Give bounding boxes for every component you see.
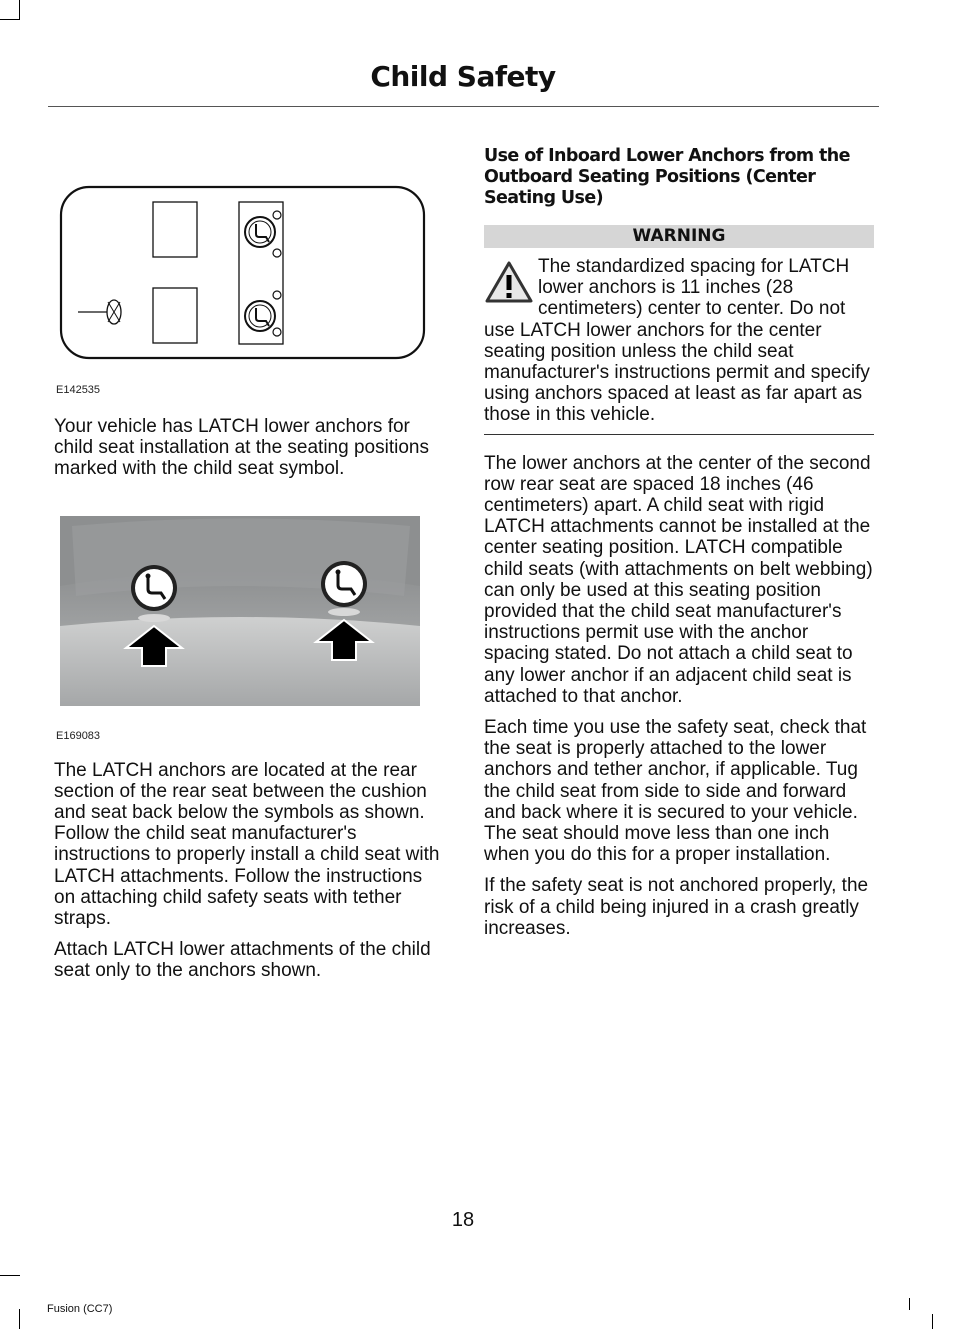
- latch-intro-paragraph: Your vehicle has LATCH lower anchors for child seat installation at the seating positions marked with the child seat symbol.: [54, 416, 429, 480]
- check-attachment-paragraph: Each time you use the safety seat, check that the seat is properly attached to the lower anchors and tether anchor, if applicable. Tug the child seat from side to side and forward and back where it is secured to your vehicle. The seat should move less than one inch when you do this for a proper installation.: [484, 717, 867, 866]
- latch-anchor-photo: [60, 516, 420, 706]
- risk-paragraph: If the safety seat is not anchored properly, the risk of a child being injured in a crash greatly increases.: [484, 875, 869, 939]
- crop-mark: [909, 1298, 910, 1310]
- crop-mark: [19, 1309, 20, 1329]
- footer-model-label: Fusion (CC7): [47, 1303, 113, 1315]
- warning-label: WARNING: [484, 225, 874, 248]
- center-anchors-paragraph: The lower anchors at the center of the second row rear seat are spaced 18 inches (46 centimeters) apart. A child seat with rigid LATCH attachments cannot be installed at the center seating position. LATCH compatible child seats (with attachments on belt webbing) can only be used at this seating position provided that the child seat manufacturer's instructions permit use with the anchor spacing stated. Do not attach a child seat to any lower anchor if an adjacent child seat is attached to that anchor.: [484, 452, 873, 707]
- section-heading: Use of Inboard Lower Anchors from the Outboard Seating Positions (Center Seating Use): [484, 146, 850, 208]
- right-column: [484, 146, 874, 949]
- page-number: 18: [451, 1209, 475, 1231]
- warning-block: [484, 256, 874, 426]
- figure-code: E169083: [56, 729, 101, 742]
- latch-location-paragraph: The LATCH anchors are located at the rear section of the rear seat between the cushion and seat back below the symbols as shown. Follow the child seat manufacturer's instructions to properly install a child seat with LATCH attachments. Follow the instructions on attaching child safety seats with tether straps.: [54, 759, 440, 930]
- crop-mark: [19, 0, 20, 20]
- crop-mark: [0, 19, 20, 20]
- title-divider: [48, 106, 879, 107]
- warning-text: The standardized spacing for LATCH lower anchors is 11 inches (28 centimeters) center to center. Do not use LATCH lower anchors for the center seating position unless the child seat manufacturer's instructions permit and specify using anchors spaced at least as far apart as those in this vehicle.: [484, 256, 870, 426]
- left-column: [54, 180, 446, 992]
- crop-mark: [0, 1275, 20, 1276]
- figure-code: E142535: [56, 384, 101, 396]
- warning-triangle-icon: [484, 260, 534, 304]
- warning-divider: [484, 434, 874, 435]
- page-title: Child Safety: [370, 60, 556, 93]
- latch-seat-diagram: [58, 180, 430, 360]
- latch-attach-paragraph: Attach LATCH lower attachments of the child seat only to the anchors shown.: [54, 939, 431, 982]
- crop-mark: [932, 1314, 933, 1329]
